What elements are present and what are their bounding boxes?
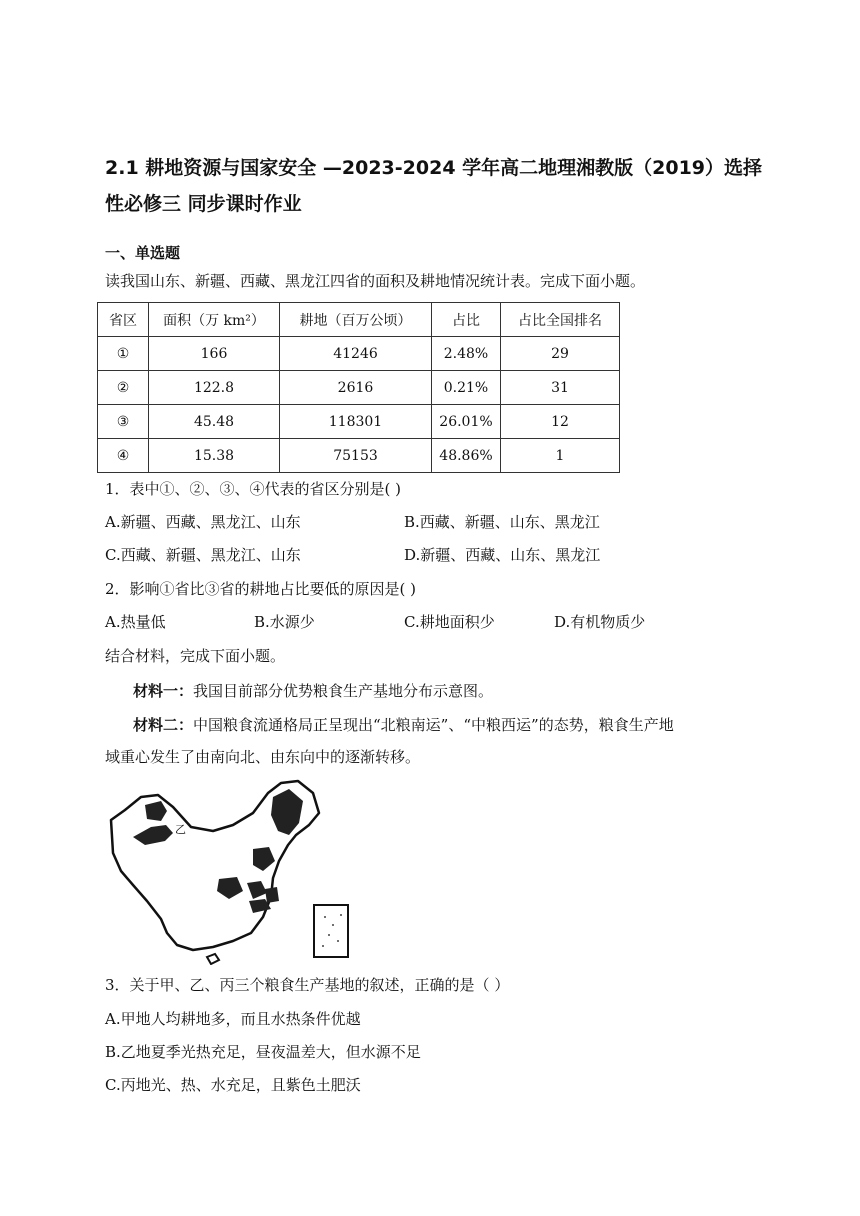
grain-base-map [103,775,360,965]
q3-option-a: A.甲地人均耕地多，而且水热条件优越 [105,1010,361,1028]
table-row [98,405,620,439]
data-table [97,302,620,473]
q2-option-a: A.热量低 [105,613,166,631]
q2-option-c: C.耕地面积少 [404,613,495,631]
table-cell: 166 [149,337,280,371]
base-region [247,881,267,899]
material-one-text: 我国目前部分优势粮食生产基地分布示意图。 [193,682,494,700]
table-row [98,439,620,473]
q3-option-b: B.乙地夏季光热充足，昼夜温差大，但水源不足 [105,1043,421,1061]
table-cell: 48.86% [432,439,501,473]
intro-text: 读我国山东、新疆、西藏、黑龙江四省的面积及耕地情况统计表。完成下面小题。 [105,272,646,290]
header-area: 面积（万 km²） [149,303,280,337]
base-region [253,847,275,871]
header-rank: 占比全国排名 [501,303,620,337]
material-two-continued: 域重心发生了由南向北、由东向中的逐渐转移。 [105,748,421,766]
header-province: 省区 [98,303,149,337]
q1-stem: 1．表中①、②、③、④代表的省区分别是( ) [105,480,402,498]
q1-option-c: C.西藏、新疆、黑龙江、山东 [105,546,301,564]
table-cell: 45.48 [149,405,280,439]
material-two-label: 材料二： [133,716,194,734]
table-cell: 26.01% [432,405,501,439]
material-two-text: 中国粮食流通格局正呈现出“北粮南运”、“中粮西运”的态势，粮食生产地 [193,716,674,734]
table-cell: ① [98,337,149,371]
header-share: 占比 [432,303,501,337]
map-label-yi: 乙 [175,823,186,836]
table-row [98,371,620,405]
table-header-row [98,303,620,337]
lead-text: 结合材料，完成下面小题。 [105,647,286,665]
table-cell: 41246 [280,337,432,371]
table-cell: 31 [501,371,620,405]
section-heading: 一、单选题 [105,244,181,262]
q2-option-d: D.有机物质少 [554,613,646,631]
base-region [145,801,167,821]
hainan-island [207,954,219,964]
q1-option-a: A.新疆、西藏、黑龙江、山东 [105,513,301,531]
table-cell: 122.8 [149,371,280,405]
base-region [217,877,243,899]
table-row [98,337,620,371]
q3-option-c: C.丙地光、热、水充足，且紫色土肥沃 [105,1076,361,1094]
table-cell: 0.21% [432,371,501,405]
table-cell: 75153 [280,439,432,473]
table-cell: ② [98,371,149,405]
south-china-sea-inset [314,905,348,957]
table-cell: ④ [98,439,149,473]
table-cell: 118301 [280,405,432,439]
q2-stem: 2．影响①省比③省的耕地占比要低的原因是( ) [105,580,417,598]
base-region [271,789,303,835]
material-two [133,714,674,735]
table-cell: 15.38 [149,439,280,473]
q2-option-b: B.水源少 [254,613,315,631]
q1-option-b: B.西藏、新疆、山东、黑龙江 [404,513,600,531]
base-region [133,825,173,845]
page-title: 2.1 耕地资源与国家安全 —2023-2024 学年高二地理湘教版（2019）选择性必修三 同步课时作业 [105,157,763,215]
table-cell: 2616 [280,371,432,405]
q1-option-d: D.新疆、西藏、山东、黑龙江 [404,546,601,564]
table-cell: 1 [501,439,620,473]
table-cell: 12 [501,405,620,439]
q3-stem: 3．关于甲、乙、丙三个粮食生产基地的叙述，正确的是（ ） [105,976,510,994]
base-region [265,887,279,903]
table-cell: ③ [98,405,149,439]
table-cell: 2.48% [432,337,501,371]
table-cell: 29 [501,337,620,371]
material-one-label: 材料一： [133,682,194,700]
material-one [133,680,493,701]
header-farmland: 耕地（百万公顷） [280,303,432,337]
